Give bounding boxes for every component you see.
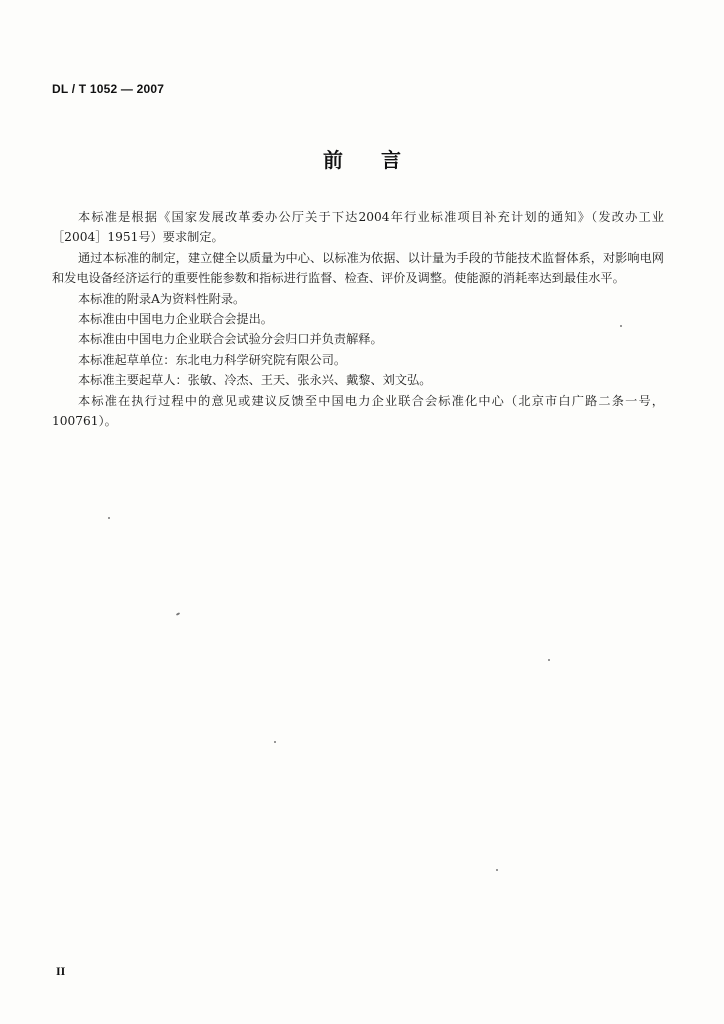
preface-body — [52, 207, 664, 431]
paragraph-drafters: 本标准主要起草人：张敏、冷杰、王天、张永兴、戴黎、刘文弘。 — [78, 373, 432, 388]
paragraph-drafting-unit: 本标准起草单位：东北电力科学研究院有限公司。 — [78, 352, 347, 367]
scan-speck — [108, 517, 110, 519]
scan-speck — [176, 612, 180, 616]
standard-code-header: DL / T 1052 — 2007 — [52, 82, 165, 96]
paragraph-proposer: 本标准由中国电力企业联合会提出。 — [78, 312, 273, 327]
paragraph-purpose: 通过本标准的制定，建立健全以质量为中心、以标准为依据、以计量为手段的节能技术监督体系，对影响电网和发电设备经济运行的重要性能参数和指标进行监督、检查、评价及调整。使能源的消耗率达到最佳水平。 — [52, 250, 664, 286]
paragraph-feedback: 本标准在执行过程中的意见或建议反馈至中国电力企业联合会标准化中心（北京市白广路二条一号，100761）。 — [52, 393, 664, 429]
page-number: II — [56, 964, 66, 978]
scan-speck — [620, 325, 622, 327]
paragraph-appendix: 本标准的附录A为资料性附录。 — [78, 291, 246, 306]
page-title: 前言 — [323, 148, 439, 172]
paragraph-basis: 本标准是根据《国家发展改革委办公厅关于下达2004年行业标准项目补充计划的通知》（发改办工业［2004］1951号）要求制定。 — [52, 210, 664, 245]
scan-speck — [496, 869, 498, 871]
paragraph-administrator: 本标准由中国电力企业联合会试验分会归口并负责解释。 — [78, 332, 383, 347]
scan-speck — [548, 659, 550, 661]
scan-speck — [274, 741, 276, 743]
